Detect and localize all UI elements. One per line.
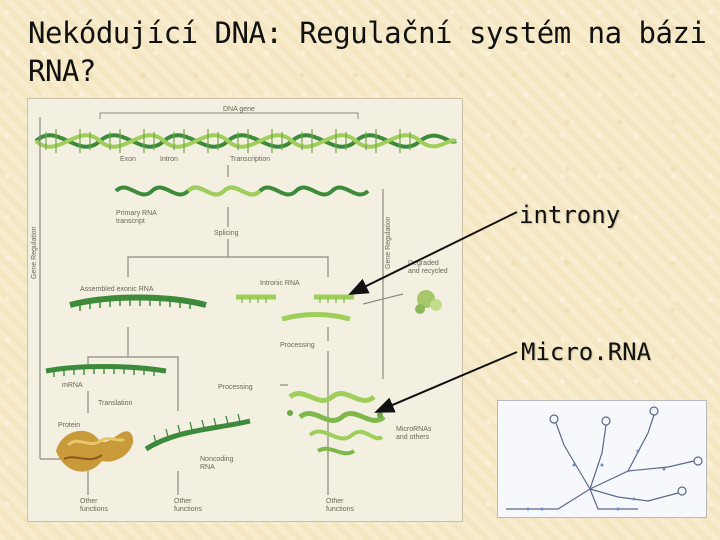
label-micrornas: MicroRNAs (396, 426, 432, 433)
label-and-others: and others (396, 434, 430, 441)
label-functions-2: functions (174, 506, 203, 513)
label-and-recycled: and recycled (408, 268, 448, 275)
label-gene-regulation-right: Gene Regulation (385, 216, 392, 269)
label-other-1: Other (80, 498, 98, 505)
label-rna: RNA (200, 464, 215, 471)
label-transcript: transcript (116, 218, 145, 225)
label-splicing: Splicing (214, 230, 239, 237)
label-gene-regulation-left: Gene Regulation (31, 226, 38, 279)
label-transcription: Transcription (230, 156, 271, 163)
label-intronic-rna: Intronic RNA (260, 280, 300, 287)
hairpin-diagram (498, 401, 708, 519)
microrna-arrow (376, 352, 517, 412)
introns-label: introny (519, 201, 621, 229)
label-translation: Translation (98, 400, 133, 407)
microrna-label: Micro.RNA (521, 338, 652, 366)
label-noncoding: Noncoding (200, 456, 234, 463)
introns-arrow (350, 212, 517, 294)
label-intron: Intron (160, 156, 178, 163)
label-mrna: mRNA (62, 382, 83, 389)
label-processing-2: Processing (218, 384, 253, 391)
label-exon: Exon (120, 156, 136, 163)
label-functions-3: functions (326, 506, 355, 513)
label-protein: Protein (58, 422, 81, 429)
label-degraded: Degraded (408, 260, 439, 267)
label-assembled-exonic-rna: Assembled exonic RNA (80, 286, 154, 293)
label-dna-gene: DNA gene (223, 106, 255, 113)
label-primary-rna: Primary RNA (116, 210, 157, 217)
label-other-3: Other (326, 498, 344, 505)
label-functions-1: functions (80, 506, 109, 513)
label-other-2: Other (174, 498, 192, 505)
microrna-structure-inset (497, 400, 707, 518)
label-processing-1: Processing (280, 342, 315, 349)
slide-title: Nekódující DNA: Regulační systém na bázi RNA? (28, 16, 707, 88)
